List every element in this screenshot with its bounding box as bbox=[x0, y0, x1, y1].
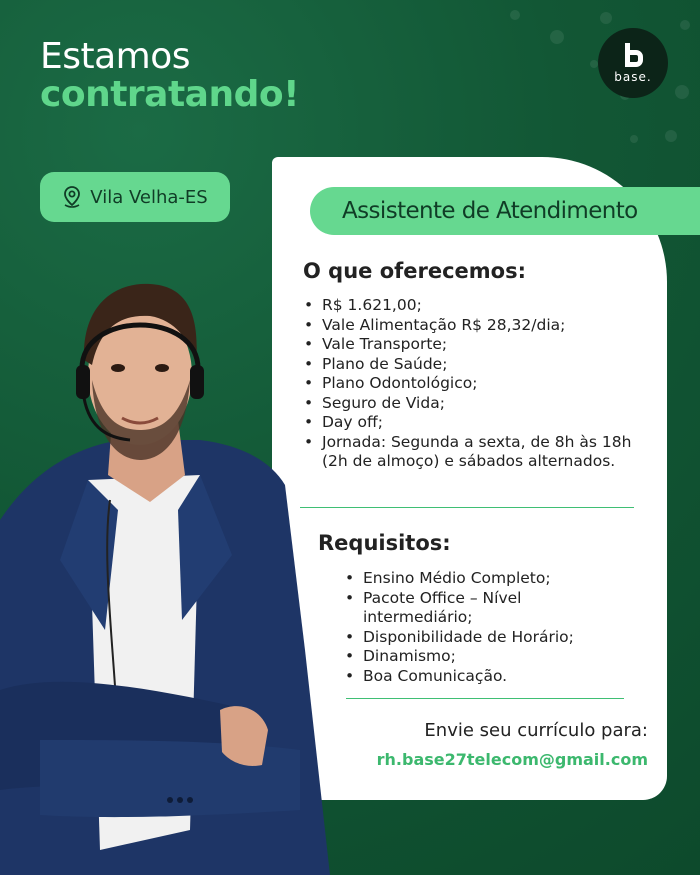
list-item: • Seguro de Vida; bbox=[304, 394, 644, 414]
offers-title: O que oferecemos: bbox=[303, 259, 527, 283]
requirements-list bbox=[345, 569, 615, 686]
base-logo-icon bbox=[622, 43, 644, 67]
list-item: • Pacote Office – Nível intermediário; bbox=[345, 589, 615, 628]
offers-list bbox=[304, 296, 644, 472]
list-item: • Disponibilidade de Horário; bbox=[345, 628, 615, 648]
headline bbox=[40, 38, 299, 114]
list-item: • Ensino Médio Completo; bbox=[345, 569, 615, 589]
list-item: • R$ 1.621,00; bbox=[304, 296, 644, 316]
list-item: • Plano de Saúde; bbox=[304, 355, 644, 375]
requirements-title: Requisitos: bbox=[318, 531, 451, 555]
location-badge bbox=[40, 172, 230, 222]
list-item: • Plano Odontológico; bbox=[304, 374, 644, 394]
person-illustration bbox=[0, 270, 330, 875]
divider-offers bbox=[300, 507, 634, 508]
location-label: Vila Velha-ES bbox=[90, 186, 208, 208]
list-item: • Day off; bbox=[304, 413, 644, 433]
list-item: • Vale Alimentação R$ 28,32/dia; bbox=[304, 316, 644, 336]
list-item: • Jornada: Segunda a sexta, de 8h às 18h (2h de almoço) e sábados alternados. bbox=[304, 433, 644, 472]
base-logo bbox=[598, 28, 668, 98]
role-title: Assistente de Atendimento bbox=[310, 187, 700, 235]
list-item: • Dinamismo; bbox=[345, 647, 615, 667]
headline-line1: Estamos bbox=[40, 36, 191, 77]
list-item: • Boa Comunicação. bbox=[345, 667, 615, 687]
contact-email[interactable]: rh.base27telecom@gmail.com bbox=[376, 750, 648, 769]
logo-text: base. bbox=[614, 69, 652, 84]
job-card bbox=[272, 157, 667, 800]
map-pin-icon bbox=[62, 186, 82, 208]
divider-requirements bbox=[346, 698, 624, 699]
list-item: • Vale Transporte; bbox=[304, 335, 644, 355]
contact-label: Envie seu currículo para: bbox=[424, 720, 648, 741]
headline-line2: contratando! bbox=[40, 73, 300, 115]
